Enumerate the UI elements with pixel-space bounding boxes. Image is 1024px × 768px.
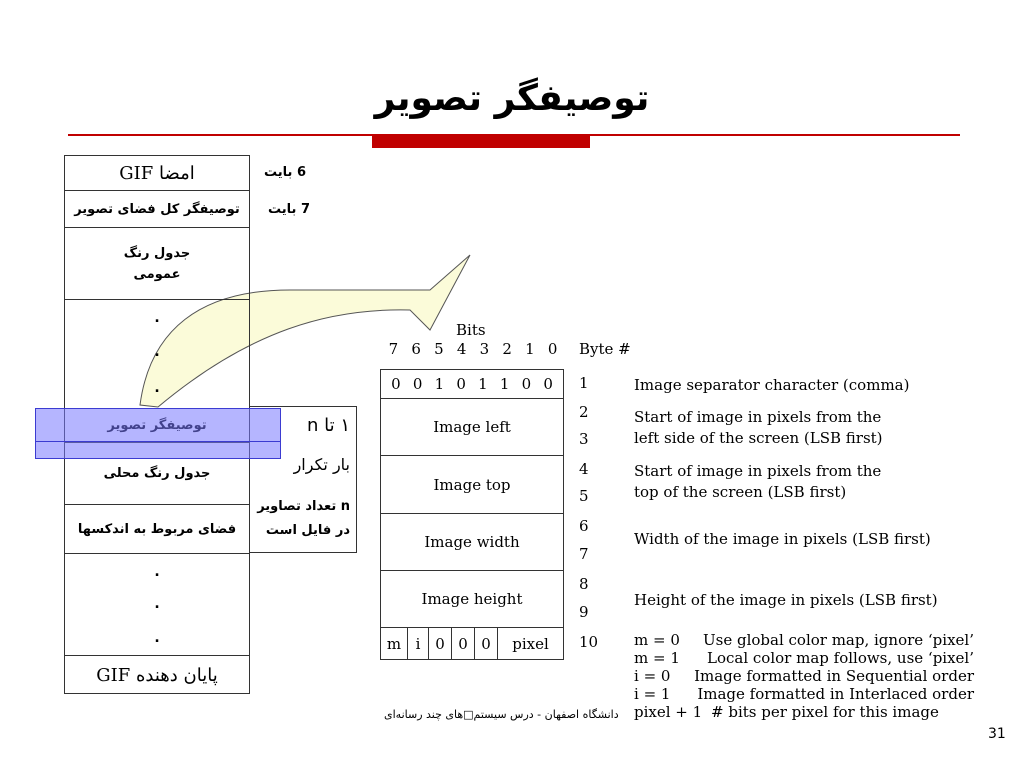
legend-key: i = 1 <box>634 685 671 703</box>
packed-field-i: i <box>408 628 429 659</box>
ellipsis-dot: . <box>154 596 160 612</box>
bit-value: 0 <box>543 375 553 393</box>
packed-field-zero: 0 <box>452 628 475 659</box>
packed-field-zero: 0 <box>475 628 498 659</box>
signature-size-label: 6 بایت <box>264 165 306 180</box>
legend-key: pixel + 1 <box>634 703 703 721</box>
slide-footer: دانشگاه اصفهان - درس سیستم□های چند رسانه‌ای <box>384 708 619 721</box>
slide-title: توصیفگر تصویر <box>374 78 650 119</box>
legend-row <box>634 631 974 649</box>
bit-number: 7 <box>388 340 399 358</box>
image-count-note-2: در فایل است <box>265 523 350 538</box>
legend-row <box>634 685 974 703</box>
title-underline-accent <box>372 136 590 148</box>
legend-key: m = 1 <box>634 649 680 667</box>
global-color-table-line2: عمومی <box>133 266 181 282</box>
gif-signature-cell: امضا GIF <box>65 156 249 191</box>
bit-number-header <box>382 340 564 358</box>
image-left-description-2: left side of the screen (LSB first) <box>634 429 883 447</box>
packed-field-pixel: pixel <box>512 634 549 653</box>
legend-value: Local color map follows, use ‘pixel’ <box>707 649 974 667</box>
ellipsis-section-top <box>65 300 249 408</box>
gif-terminator-cell: پایان دهنده GIF <box>96 664 218 686</box>
packed-field-m: m <box>381 628 408 659</box>
ellipsis-section-bottom <box>65 554 249 656</box>
bit-value: 0 <box>521 375 532 393</box>
legend-value: Image formatted in Sequential order <box>694 667 974 685</box>
bit-value: 1 <box>434 375 445 393</box>
legend-row <box>634 667 974 685</box>
image-left-description: Start of image in pixels from the <box>634 408 882 426</box>
repeat-label: بار تکرار <box>293 455 350 474</box>
legend-value: # bits per pixel for this image <box>711 703 939 721</box>
repeat-range: ۱ تا n <box>306 415 350 436</box>
byte-number: 7 <box>579 545 589 563</box>
legend-row <box>634 703 974 721</box>
byte-number: 4 <box>579 460 589 478</box>
bit-value: 1 <box>499 375 510 393</box>
bit-number: 6 <box>411 340 421 358</box>
global-color-table-line1: جدول رنگ <box>123 245 191 261</box>
ellipsis-dot: . <box>154 344 160 360</box>
image-count-note: n تعداد تصاویر <box>257 499 350 514</box>
image-descriptor-highlight <box>35 408 281 459</box>
byte-number: 6 <box>579 517 589 535</box>
screen-descriptor-cell: توصیفگر کل فضای تصویر <box>65 191 249 228</box>
bit-value: 1 <box>478 375 488 393</box>
highlight-divider <box>35 441 281 442</box>
screen-descriptor-size-label: 7 بایت <box>268 202 310 217</box>
byte-header: Byte # <box>579 340 631 358</box>
image-data-cell: فضای مربوط به اندکسها <box>65 505 249 554</box>
image-height-row: Image height <box>381 571 563 628</box>
packed-field-zero: 0 <box>429 628 452 659</box>
image-left-row: Image left <box>381 399 563 456</box>
byte-number: 2 <box>579 403 589 421</box>
byte-number: 5 <box>579 487 589 505</box>
separator-row <box>381 370 563 399</box>
image-width-row: Image width <box>381 514 563 571</box>
ellipsis-dot: . <box>154 310 160 326</box>
bit-number: 0 <box>547 340 558 358</box>
bit-number: 1 <box>525 340 535 358</box>
bits-label: Bits <box>456 321 486 339</box>
legend-key: i = 0 <box>634 667 671 685</box>
separator-description: Image separator character (comma) <box>634 376 910 394</box>
byte-number: 1 <box>579 374 589 392</box>
ellipsis-dot: . <box>154 630 160 646</box>
bit-number: 4 <box>456 340 467 358</box>
byte-number: 8 <box>579 575 589 593</box>
legend-value: Image formatted in Interlaced order <box>697 685 974 703</box>
global-color-table-cell <box>65 228 249 300</box>
image-top-description: Start of image in pixels from the <box>634 462 882 480</box>
bit-number: 2 <box>502 340 512 358</box>
bit-number: 3 <box>479 340 490 358</box>
page-number: 31 <box>988 726 1006 742</box>
image-top-description-2: top of the screen (LSB first) <box>634 483 847 501</box>
ellipsis-dot: . <box>154 564 160 580</box>
legend-key: m = 0 <box>634 631 680 649</box>
image-width-description: Width of the image in pixels (LSB first) <box>634 530 931 548</box>
image-descriptor-bits-table <box>380 369 564 660</box>
legend-value: Use global color map, ignore ‘pixel’ <box>702 631 974 649</box>
packed-fields-legend <box>634 631 974 721</box>
legend-row <box>634 649 974 667</box>
byte-number: 9 <box>579 603 589 621</box>
byte-number: 10 <box>579 633 599 651</box>
bit-value: 0 <box>391 375 401 393</box>
bit-value: 0 <box>412 375 423 393</box>
local-color-table-cell: جدول رنگ محلی <box>65 443 249 505</box>
ellipsis-dot: . <box>154 380 160 396</box>
image-top-row: Image top <box>381 456 563 514</box>
bit-number: 5 <box>434 340 444 358</box>
byte-number: 3 <box>579 430 589 448</box>
bit-value: 0 <box>456 375 466 393</box>
packed-fields-row <box>381 628 563 659</box>
image-height-description: Height of the image in pixels (LSB first) <box>634 591 938 609</box>
